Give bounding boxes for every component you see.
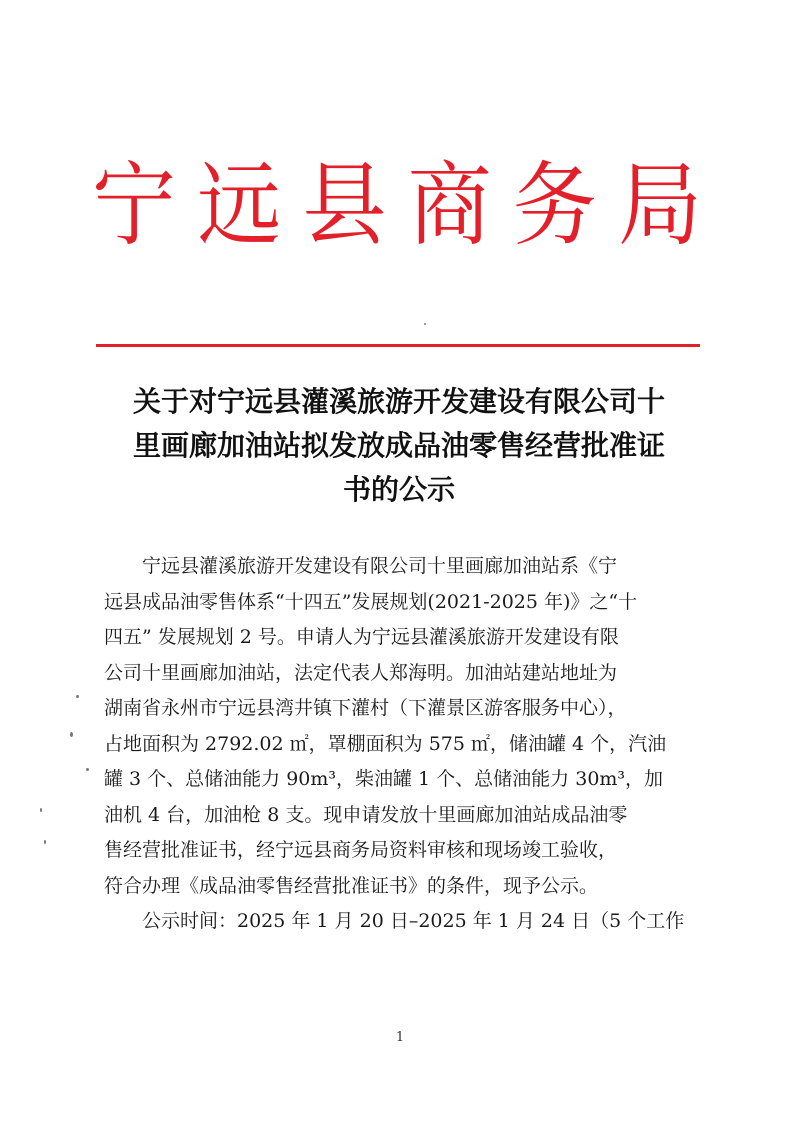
body-line: 湖南省永州市宁远县湾井镇下灌村（下灌景区游客服务中心）， xyxy=(104,697,627,719)
document-title xyxy=(104,380,694,512)
masthead-char: 县 xyxy=(302,152,387,258)
body-line: 售经营批准证书，经宁远县商务局资料审核和现场竣工验收， xyxy=(104,839,618,861)
body-line: 远县成品油零售体系“十四五”发展规划(2021-2025 年)》之“十 xyxy=(104,590,638,613)
scan-speck xyxy=(40,808,42,812)
scan-speck xyxy=(70,732,73,737)
document-body xyxy=(104,549,698,940)
page-number: 1 xyxy=(395,1030,405,1045)
body-line: 罐 3 个、总储油能力 90m³，柴油罐 1 个、总储油能力 30m³，加 xyxy=(104,768,664,790)
masthead-char: 远 xyxy=(197,152,282,258)
title-line: 里画廊加油站拟发放成品油零售经营批准证 xyxy=(132,429,665,462)
body-line: 公示时间：2025 年 1 月 20 日–2025 年 1 月 24 日（5 个工作 xyxy=(142,910,685,932)
masthead-char: 商 xyxy=(407,152,492,258)
scan-speck xyxy=(86,768,89,771)
body-line: 符合办理《成品油零售经营批准证书》的条件，现予公示。 xyxy=(104,874,599,897)
scan-speck xyxy=(76,695,79,698)
body-line: 占地面积为 2792.02 ㎡，罩棚面积为 575 ㎡，储油罐 4 个，汽油 xyxy=(104,732,667,755)
title-line: 书的公示 xyxy=(342,473,455,506)
issuing-authority-masthead xyxy=(92,150,702,260)
masthead-char: 局 xyxy=(617,152,702,258)
title-line: 关于对宁远县灌溪旅游开发建设有限公司十 xyxy=(132,385,665,418)
body-line: 宁远县灌溪旅游开发建设有限公司十里画廊加油站系《宁 xyxy=(142,555,618,577)
masthead-char: 宁 xyxy=(92,152,177,258)
body-line: 油机 4 台，加油枪 8 支。现申请发放十里画廊加油站成品油零 xyxy=(104,803,628,826)
header-red-divider xyxy=(96,344,700,347)
body-line: 四五” 发展规划 2 号。申请人为宁远县灌溪旅游开发建设有限 xyxy=(104,626,619,648)
body-line: 公司十里画廊加油站，法定代表人郑海明。加油站建站地址为 xyxy=(104,661,618,684)
masthead-char: 务 xyxy=(512,152,597,258)
scan-speck xyxy=(44,840,46,844)
scan-speck xyxy=(424,323,426,325)
